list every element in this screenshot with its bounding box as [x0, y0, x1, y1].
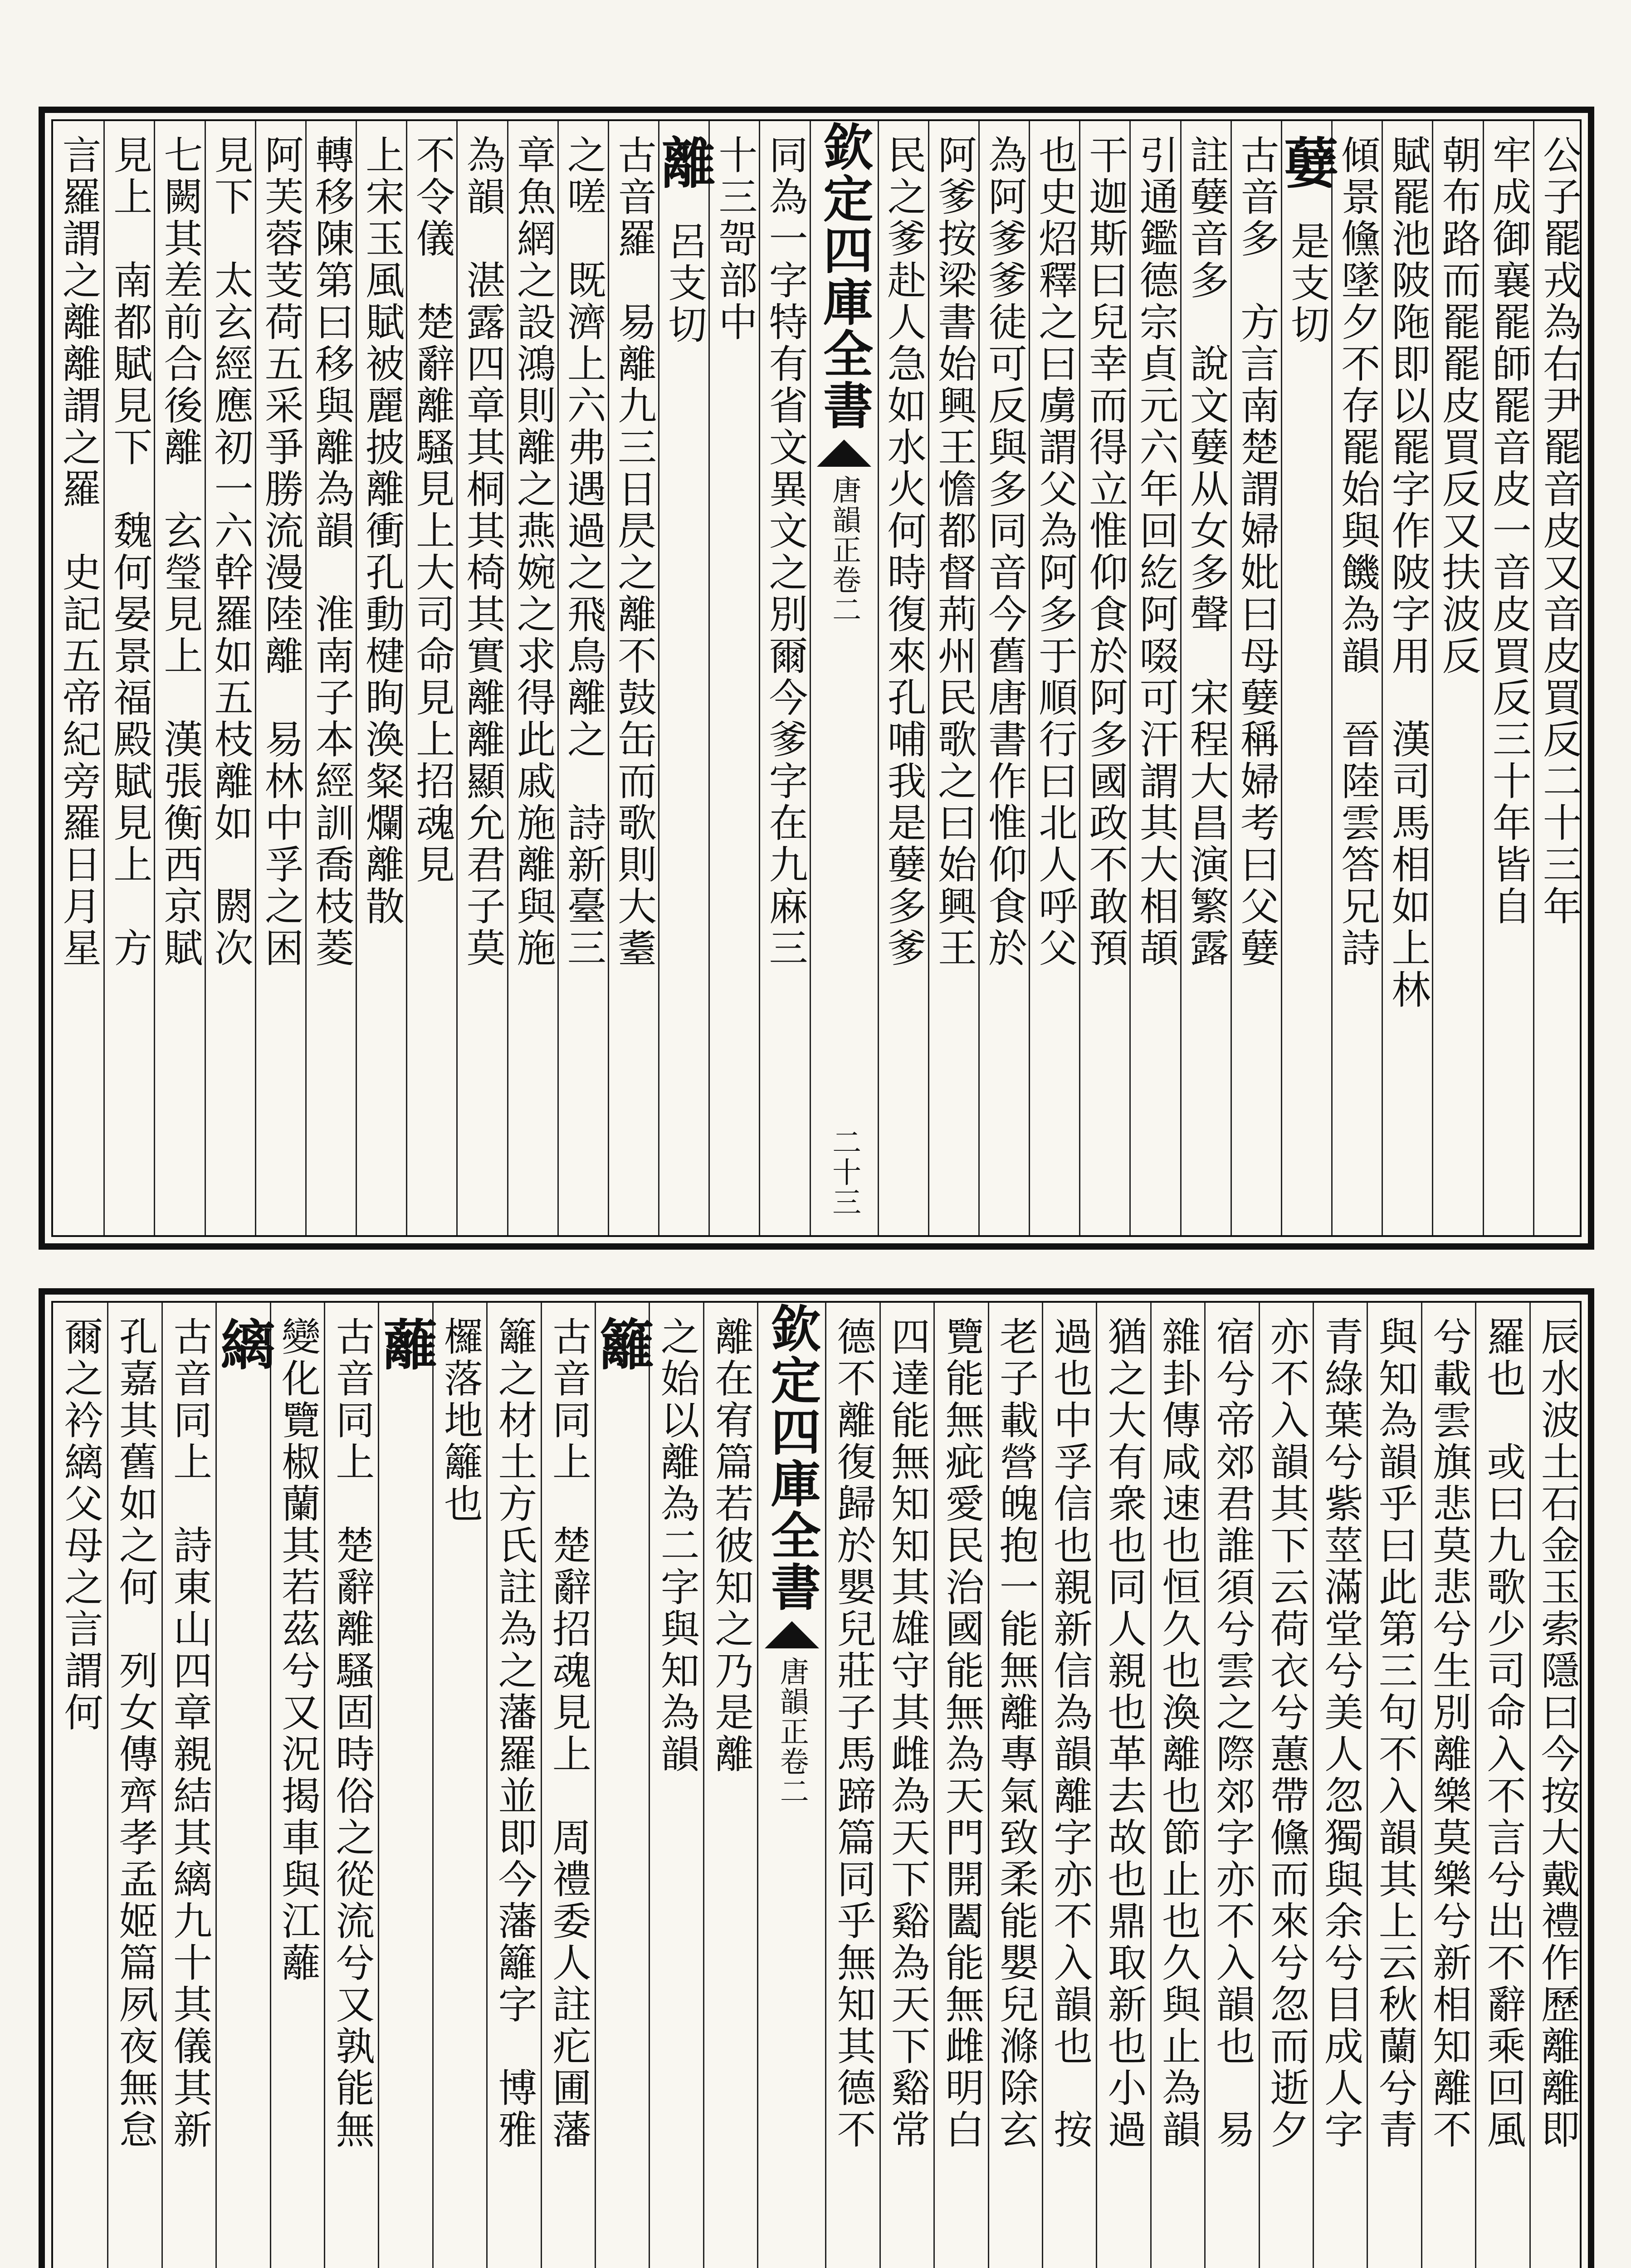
- gutter-book-title: 唐韻正: [775, 1657, 809, 1746]
- column-text: 之嗟 既濟上六弗遇過之飛鳥離之 詩新臺三: [560, 135, 606, 969]
- text-column: [255, 121, 305, 1235]
- column-text: 變化覽椒蘭其若茲兮又況揭車與江蘺: [274, 1316, 320, 1984]
- column-text: 羅也 或曰九歌少司命入不言兮出不辭乘回風: [1480, 1316, 1526, 2151]
- text-column: [1079, 121, 1129, 1235]
- column-text: 辰水波土石金玉索隱曰今按大戴禮作歷離離即: [1534, 1316, 1580, 2151]
- text-column: [161, 1303, 215, 2268]
- text-column: [825, 1303, 879, 2268]
- column-text: 四達能無知知其雄守其雌為天下谿為天下谿常: [884, 1316, 930, 2151]
- column-text: 同為一字特有省文異文之別爾今爹字在九麻三: [762, 135, 808, 969]
- text-column: [432, 1303, 486, 2268]
- upper-page-frame: [51, 119, 1582, 1237]
- gutter-juan: 卷二: [827, 565, 861, 625]
- column-text: 雜卦傳咸速也恒久也渙離也節止也久與止為韻: [1155, 1316, 1201, 2151]
- column-text: 之始以離為二字與知為韻: [654, 1316, 699, 1775]
- column-text: 上宋玉風賦被麗披離衝孔動楗眴渙粲爛離散: [359, 135, 405, 928]
- column-text: 古音同上 楚辭招魂見上 周禮委人註疕圃藩: [545, 1316, 591, 2151]
- column-text: 公子罷戎為右尹罷音皮又音皮買反二十三年: [1536, 135, 1582, 928]
- text-column: [406, 121, 456, 1235]
- column-text: 爾之衿縭父母之言謂何: [57, 1316, 103, 1734]
- fish-tail-mark: [765, 1621, 819, 1648]
- column-text: 也史炤釋之曰虜謂父為阿多于順行曰北人呼父: [1032, 135, 1078, 969]
- text-column: [486, 1303, 540, 2268]
- text-column: [759, 121, 809, 1235]
- text-column: [1180, 121, 1231, 1235]
- text-column: [324, 1303, 378, 2268]
- text-column: [933, 1303, 987, 2268]
- text-column: [1475, 1303, 1529, 2268]
- text-column: [1204, 1303, 1258, 2268]
- text-column: [1533, 121, 1583, 1235]
- column-text: 七闕其差前合後離 玄瑩見上 漢張衡西京賦: [157, 135, 203, 969]
- column-text: 為韻 湛露四章其桐其椅其實離離顯允君子莫: [459, 135, 505, 969]
- text-column: [305, 121, 356, 1235]
- text-column: [708, 121, 759, 1235]
- column-text: 賦罷池陂陁即以罷字作陂字用 漢司馬相如上林: [1385, 135, 1431, 1011]
- column-text: 古音同上 詩東山四章親結其縭九十其儀其新: [166, 1316, 212, 2151]
- headword: 籬: [591, 1316, 655, 1375]
- column-text: 言羅謂之離離謂之羅 史記五帝紀旁羅日月星: [55, 135, 101, 969]
- column-text: 覽能無疵愛民治國能無為天門開闔能無雌明白: [938, 1316, 984, 2151]
- column-text: 傾景儵墜夕不存罷始與饑為韻 晉陸雲答兄詩: [1334, 135, 1380, 969]
- column-text: 古音多 方言南楚謂婦妣曰母㜸稱婦考曰父㜸: [1233, 135, 1279, 969]
- gutter-leaf-number: 二十三: [827, 1127, 861, 1217]
- headword: 縭: [211, 1316, 276, 1375]
- text-column: [1275, 121, 1339, 1235]
- page-gutter: [757, 1303, 825, 2268]
- text-column: [53, 1303, 107, 2268]
- column-text: 阿爹按梁書始興王憺都督荊州民歌之曰始興王: [931, 135, 977, 969]
- text-column: [374, 1303, 438, 2268]
- text-column: [1432, 121, 1482, 1235]
- text-column: [103, 121, 154, 1235]
- column-text: 轉移陳第曰移與離為韻 淮南子本經訓喬枝菱: [308, 135, 354, 969]
- text-column: [1129, 121, 1180, 1235]
- text-column: [53, 121, 103, 1235]
- text-column: [652, 121, 717, 1235]
- column-text: 兮載雲旗悲莫悲兮生別離樂莫樂兮新相知離不: [1426, 1316, 1471, 2151]
- column-text: 不令儀 楚辭離騷見上大司命見上招魂見: [409, 135, 455, 886]
- column-text: 見上 南都賦見下 魏何晏景福殿賦見上 方: [107, 135, 152, 969]
- headword: 㜸: [1275, 135, 1339, 194]
- column-text: 阿芙蓉芰荷五采爭勝流漫陸離 易林中孚之困: [258, 135, 303, 969]
- text-column: [211, 1303, 276, 2268]
- text-column: [879, 1303, 933, 2268]
- text-column: [1331, 121, 1382, 1235]
- text-column: [1259, 1303, 1313, 2268]
- lower-page: [39, 1288, 1594, 2268]
- column-text: 孔嘉其舊如之何 列女傳齊孝孟姬篇夙夜無怠: [112, 1316, 158, 2151]
- text-column: [107, 1303, 161, 2268]
- column-text: 朝布路而罷罷皮買反又扶波反: [1435, 135, 1481, 677]
- text-column: [541, 1303, 595, 2268]
- text-column: [878, 121, 928, 1235]
- text-column: [1367, 1303, 1421, 2268]
- text-column: [154, 121, 204, 1235]
- lower-page-frame: [51, 1301, 1582, 2268]
- text-column: [456, 121, 507, 1235]
- column-text: 是支切: [1284, 221, 1330, 346]
- column-text: 古音羅 易離九三日昃之離不鼓缶而歌則大耋: [610, 135, 656, 969]
- text-column: [978, 121, 1029, 1235]
- column-text: 呂支切: [661, 221, 707, 346]
- text-column: [988, 1303, 1042, 2268]
- text-column: [1313, 1303, 1367, 2268]
- text-column: [1096, 1303, 1150, 2268]
- fish-tail-mark: [817, 440, 871, 467]
- column-text: 為阿爹爹徒可反與多同音今舊唐書作惟仰食於: [982, 135, 1027, 969]
- column-text: 與知為韻乎曰此第三句不入韻其上云秋蘭兮青: [1372, 1316, 1417, 2151]
- gutter-title: 欽定四庫全書: [762, 1303, 821, 1613]
- column-text: 宿兮帝郊君誰須兮雲之際郊字亦不入韻也 易: [1209, 1316, 1255, 2151]
- upper-page: [39, 107, 1594, 1250]
- column-text: 民之爹赴人急如水火何時復來孔哺我是㜸多爹: [880, 135, 926, 969]
- column-text: 過也中孚信也親新信為韻離字亦不入韻也 按: [1047, 1316, 1093, 2151]
- gutter-book-title: 唐韻正: [827, 475, 861, 565]
- gutter-juan: 卷二: [775, 1746, 809, 1806]
- headword: 蘺: [374, 1316, 438, 1375]
- page-gutter: [810, 121, 878, 1235]
- column-text: 青綠葉兮紫莖滿堂兮美人忽獨與余兮目成人字: [1318, 1316, 1363, 2151]
- text-column: [1529, 1303, 1583, 2268]
- headword: 離: [652, 135, 717, 194]
- column-text: 見下 太玄經應初一六幹羅如五枝離如 閼次: [207, 135, 253, 969]
- text-column: [591, 1303, 655, 2268]
- column-text: 老子載營魄抱一能無離專氣致柔能嬰兒滌除玄: [992, 1316, 1038, 2151]
- column-text: 籬之材土方氏註為之藩羅並即今藩籬字 博雅: [491, 1316, 537, 2151]
- column-text: 德不離復歸於嬰兒莊子馬蹄篇同乎無知其德不: [830, 1316, 876, 2151]
- column-text: 引通鑑德宗貞元六年回紇阿啜可汗謂其大相頡: [1133, 135, 1178, 969]
- text-column: [1231, 121, 1281, 1235]
- column-text: 註㜸音多 說文㜸从女多聲 宋程大昌演繁露: [1183, 135, 1229, 969]
- text-column: [1382, 121, 1432, 1235]
- text-column: [1042, 1303, 1096, 2268]
- text-column: [649, 1303, 703, 2268]
- text-column: [1421, 1303, 1475, 2268]
- column-text: 古音同上 楚辭離騷固時俗之從流兮又孰能無: [329, 1316, 375, 2151]
- text-column: [270, 1303, 324, 2268]
- column-text: 牢成御襄罷師罷音皮一音皮買反三十年皆自: [1485, 135, 1531, 928]
- text-column: [928, 121, 978, 1235]
- text-column: [557, 121, 608, 1235]
- column-text: 章魚網之設鴻則離之燕婉之求得此戚施離與施: [510, 135, 556, 969]
- column-text: 亦不入韻其下云荷衣兮蕙帶儵而來兮忽而逝夕: [1263, 1316, 1309, 2151]
- column-text: 猶之大有衆也同人親也革去故也鼎取新也小過: [1101, 1316, 1147, 2151]
- column-text: 欏落地籬也: [437, 1316, 483, 1525]
- text-column: [1150, 1303, 1204, 2268]
- text-column: [1029, 121, 1079, 1235]
- column-text: 干迦斯曰兒幸而得立惟仰食於阿多國政不敢預: [1082, 135, 1128, 969]
- column-text: 離在宥篇若彼知之乃是離: [708, 1316, 754, 1775]
- text-column: [703, 1303, 757, 2268]
- text-column: [507, 121, 557, 1235]
- column-text: 十三哿部中: [712, 135, 757, 343]
- text-column: [356, 121, 406, 1235]
- text-column: [608, 121, 658, 1235]
- gutter-title: 欽定四庫全書: [815, 121, 874, 431]
- text-column: [1483, 121, 1533, 1235]
- text-column: [205, 121, 255, 1235]
